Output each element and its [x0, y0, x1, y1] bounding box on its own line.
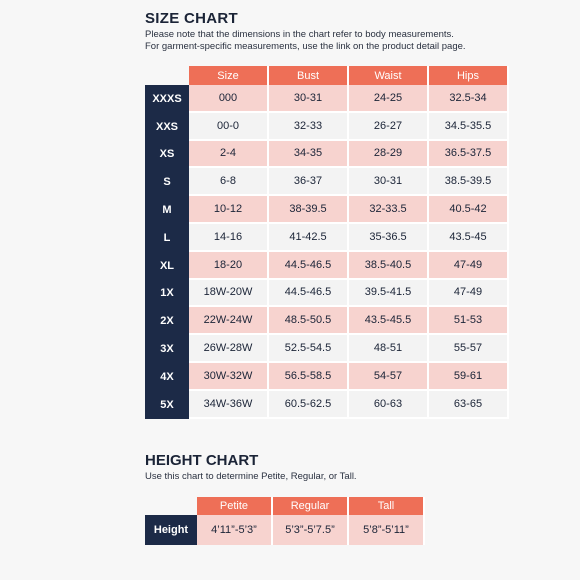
- bust-cell: 30-31: [269, 85, 349, 113]
- size-cell: 18W-20W: [189, 280, 269, 308]
- height-chart-title: HEIGHT CHART: [145, 452, 259, 469]
- table-row: [145, 391, 509, 419]
- waist-cell: 54-57: [349, 363, 429, 391]
- regular-cell: 5’3”-5’7.5”: [273, 515, 349, 545]
- table-row: [145, 224, 509, 252]
- bust-cell: 41-42.5: [269, 224, 349, 252]
- table-row: [145, 113, 509, 141]
- row-label: XXXS: [145, 85, 189, 113]
- column-header-hips: Hips: [429, 66, 509, 85]
- row-label: 3X: [145, 335, 189, 363]
- waist-cell: 32-33.5: [349, 196, 429, 224]
- bust-cell: 44.5-46.5: [269, 252, 349, 280]
- waist-cell: 60-63: [349, 391, 429, 419]
- row-label: XL: [145, 252, 189, 280]
- table-row: [145, 85, 509, 113]
- table-row: [145, 307, 509, 335]
- row-label: M: [145, 196, 189, 224]
- size-chart-header-row: [145, 66, 509, 85]
- size-cell: 18-20: [189, 252, 269, 280]
- column-header-waist: Waist: [349, 66, 429, 85]
- waist-cell: 48-51: [349, 335, 429, 363]
- bust-cell: 52.5-54.5: [269, 335, 349, 363]
- row-label: S: [145, 168, 189, 196]
- hips-cell: 59-61: [429, 363, 509, 391]
- row-label: 5X: [145, 391, 189, 419]
- row-label: 2X: [145, 307, 189, 335]
- size-chart-table: [145, 66, 509, 419]
- table-row: [145, 252, 509, 280]
- waist-cell: 24-25: [349, 85, 429, 113]
- size-cell: 22W-24W: [189, 307, 269, 335]
- waist-cell: 26-27: [349, 113, 429, 141]
- bust-cell: 38-39.5: [269, 196, 349, 224]
- size-cell: 6-8: [189, 168, 269, 196]
- hips-cell: 47-49: [429, 252, 509, 280]
- hips-cell: 34.5-35.5: [429, 113, 509, 141]
- size-cell: 000: [189, 85, 269, 113]
- waist-cell: 38.5-40.5: [349, 252, 429, 280]
- height-row-label: Height: [145, 515, 197, 545]
- bust-cell: 44.5-46.5: [269, 280, 349, 308]
- hips-cell: 55-57: [429, 335, 509, 363]
- hips-cell: 36.5-37.5: [429, 141, 509, 169]
- table-row: [145, 196, 509, 224]
- column-header-regular: Regular: [273, 497, 349, 515]
- size-cell: 2-4: [189, 141, 269, 169]
- tall-cell: 5’8”-5’11”: [349, 515, 425, 545]
- table-row: [145, 141, 509, 169]
- hips-cell: 43.5-45: [429, 224, 509, 252]
- table-row: [145, 280, 509, 308]
- table-row: [145, 515, 425, 545]
- size-cell: 30W-32W: [189, 363, 269, 391]
- bust-cell: 56.5-58.5: [269, 363, 349, 391]
- size-cell: 00-0: [189, 113, 269, 141]
- row-label: XXS: [145, 113, 189, 141]
- table-row: [145, 335, 509, 363]
- column-header-petite: Petite: [197, 497, 273, 515]
- size-chart-note-line1: Please note that the dimensions in the chart refer to body measurements.: [145, 29, 454, 40]
- height-chart-corner: [145, 497, 197, 515]
- waist-cell: 35-36.5: [349, 224, 429, 252]
- size-cell: 34W-36W: [189, 391, 269, 419]
- hips-cell: 32.5-34: [429, 85, 509, 113]
- bust-cell: 48.5-50.5: [269, 307, 349, 335]
- waist-cell: 28-29: [349, 141, 429, 169]
- hips-cell: 38.5-39.5: [429, 168, 509, 196]
- size-cell: 26W-28W: [189, 335, 269, 363]
- height-chart-note: Use this chart to determine Petite, Regular, or Tall.: [145, 471, 357, 482]
- column-header-tall: Tall: [349, 497, 425, 515]
- row-label: L: [145, 224, 189, 252]
- waist-cell: 30-31: [349, 168, 429, 196]
- waist-cell: 43.5-45.5: [349, 307, 429, 335]
- bust-cell: 36-37: [269, 168, 349, 196]
- hips-cell: 47-49: [429, 280, 509, 308]
- column-header-size: Size: [189, 66, 269, 85]
- size-chart-corner: [145, 66, 189, 85]
- row-label: XS: [145, 141, 189, 169]
- petite-cell: 4’11”-5’3”: [197, 515, 273, 545]
- waist-cell: 39.5-41.5: [349, 280, 429, 308]
- row-label: 1X: [145, 280, 189, 308]
- height-chart-table: [145, 497, 425, 545]
- size-cell: 10-12: [189, 196, 269, 224]
- hips-cell: 40.5-42: [429, 196, 509, 224]
- size-cell: 14-16: [189, 224, 269, 252]
- table-row: [145, 363, 509, 391]
- hips-cell: 51-53: [429, 307, 509, 335]
- bust-cell: 34-35: [269, 141, 349, 169]
- bust-cell: 32-33: [269, 113, 349, 141]
- bust-cell: 60.5-62.5: [269, 391, 349, 419]
- height-chart-header-row: [145, 497, 425, 515]
- size-chart-title: SIZE CHART: [145, 10, 238, 27]
- size-chart-note-line2: For garment-specific measurements, use the link on the product detail page.: [145, 41, 466, 52]
- column-header-bust: Bust: [269, 66, 349, 85]
- row-label: 4X: [145, 363, 189, 391]
- table-row: [145, 168, 509, 196]
- hips-cell: 63-65: [429, 391, 509, 419]
